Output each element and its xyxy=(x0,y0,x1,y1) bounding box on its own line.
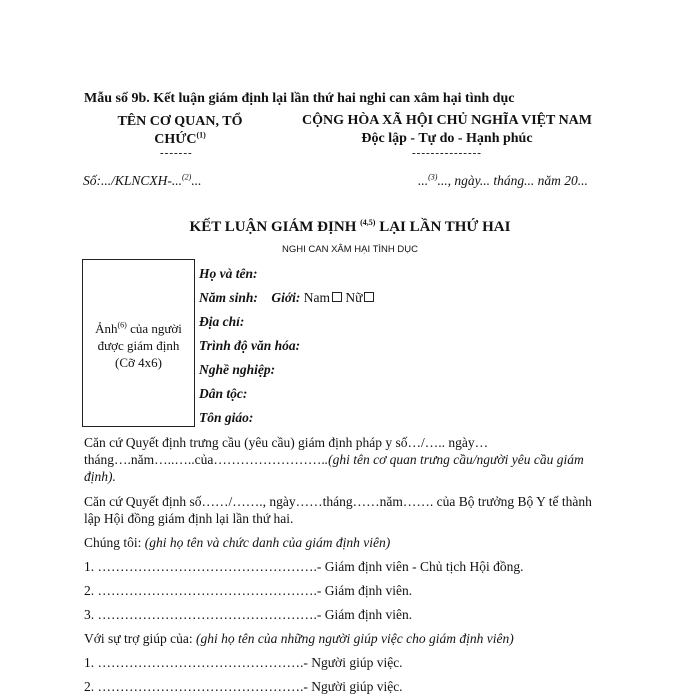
field-name-label: Họ và tên: xyxy=(199,266,258,281)
field-occupation-label: Nghề nghiệp: xyxy=(199,362,276,377)
place-date-footnote-ref: (3) xyxy=(428,172,438,182)
examiners-label: Chúng tôi: xyxy=(84,535,145,550)
document-number-suffix: ... xyxy=(191,173,202,188)
document-title-text-2: LẠI LẦN THỨ HAI xyxy=(379,219,511,235)
examiners-heading xyxy=(84,535,390,551)
document-number xyxy=(83,173,201,189)
place-date xyxy=(418,173,588,189)
gender-female-label: Nữ xyxy=(345,290,363,305)
field-education-label: Trình độ văn hóa: xyxy=(199,338,301,353)
photo-caption-line-2: được giám định xyxy=(97,338,180,353)
document-title xyxy=(0,219,700,236)
photo-footnote-ref: (6) xyxy=(117,320,127,330)
field-birth-year-label: Năm sinh: xyxy=(199,290,258,305)
assistant-row-1: 1. ……………………………………….- Người giúp việc. xyxy=(84,655,403,670)
paragraph-request-basis xyxy=(84,434,610,485)
assistants-note: (ghi họ tên của những người giúp việc cho giám định viên) xyxy=(195,631,514,646)
examiner-row-3: 3. ………………………………………….- Giám định viên. xyxy=(84,607,413,622)
photo-caption xyxy=(83,320,194,371)
document-number-footnote-ref: (2) xyxy=(182,172,192,182)
field-religion-label: Tôn giáo: xyxy=(199,410,254,425)
gender-male-label: Nam xyxy=(303,290,331,305)
request-basis-note: .(ghi tên cơ quan trưng cầu/người yêu cầu giám định). xyxy=(84,452,584,484)
photo-caption-rest: của người xyxy=(130,321,182,336)
photo-caption-line-1 xyxy=(83,320,194,337)
document-title-text: KẾT LUẬN GIÁM ĐỊNH xyxy=(189,219,357,235)
photo-caption-word: Ảnh xyxy=(95,321,118,336)
form-title: Mẫu số 9b. Kết luận giám định lại lần thứ hai nghi can xâm hại tình dục xyxy=(84,91,515,106)
field-ethnicity-label: Dân tộc: xyxy=(199,386,248,401)
paragraph-council-basis: Căn cứ Quyết định số……/……., ngày……tháng……năm……. của Bộ trưởng Bộ Y tế thành lập Hội đồng giám định lại lần thứ hai. xyxy=(84,494,592,526)
photo-caption-line-3: (Cỡ 4x6) xyxy=(115,355,162,370)
gender-male-checkbox[interactable] xyxy=(332,292,342,302)
agency-name xyxy=(110,113,250,149)
agency-divider: ------- xyxy=(160,147,193,159)
field-birth-gender xyxy=(199,290,374,306)
examiner-row-2: 2. ………………………………………….- Giám định viên. xyxy=(84,583,413,598)
gender-female-checkbox[interactable] xyxy=(364,292,374,302)
assistants-label: Với sự trợ giúp của: xyxy=(84,631,196,646)
place-date-text: ..., ngày... tháng... năm 20... xyxy=(437,173,588,188)
agency-footnote-ref: (1) xyxy=(196,130,206,140)
examiner-row-1: 1. ………………………………………….- Giám định viên - Chủ tịch Hội đồng. xyxy=(84,559,524,574)
field-address-label: Địa chỉ: xyxy=(199,314,245,329)
country-heading: CỘNG HÒA XÃ HỘI CHỦ NGHĨA VIỆT NAM xyxy=(301,113,592,128)
motto: Độc lập - Tự do - Hạnh phúc xyxy=(361,131,533,146)
motto-divider: --------------- xyxy=(412,147,482,159)
examiners-note: (ghi họ tên và chức danh của giám định viên) xyxy=(144,535,391,550)
assistant-row-2: 2. ……………………………………….- Người giúp việc. xyxy=(84,679,403,694)
document-number-text: Số:.../KLNCXH-... xyxy=(83,173,183,188)
agency-name-text: TÊN CƠ QUAN, TỔ CHỨC xyxy=(117,114,243,147)
document-subtitle: NGHI CAN XÂM HẠI TÌNH DỤC xyxy=(281,244,418,255)
place-date-prefix: ... xyxy=(418,173,429,188)
assistants-heading xyxy=(84,631,514,647)
field-gender-label: Giới: xyxy=(271,290,301,305)
document-title-footnote-ref: (4,5) xyxy=(360,218,376,227)
request-basis-text: Căn cứ Quyết định trưng cầu (yêu cầu) giám định pháp y số…/….. ngày… tháng….năm…..…..của……………………. xyxy=(84,435,489,467)
photo-placeholder xyxy=(82,259,195,427)
